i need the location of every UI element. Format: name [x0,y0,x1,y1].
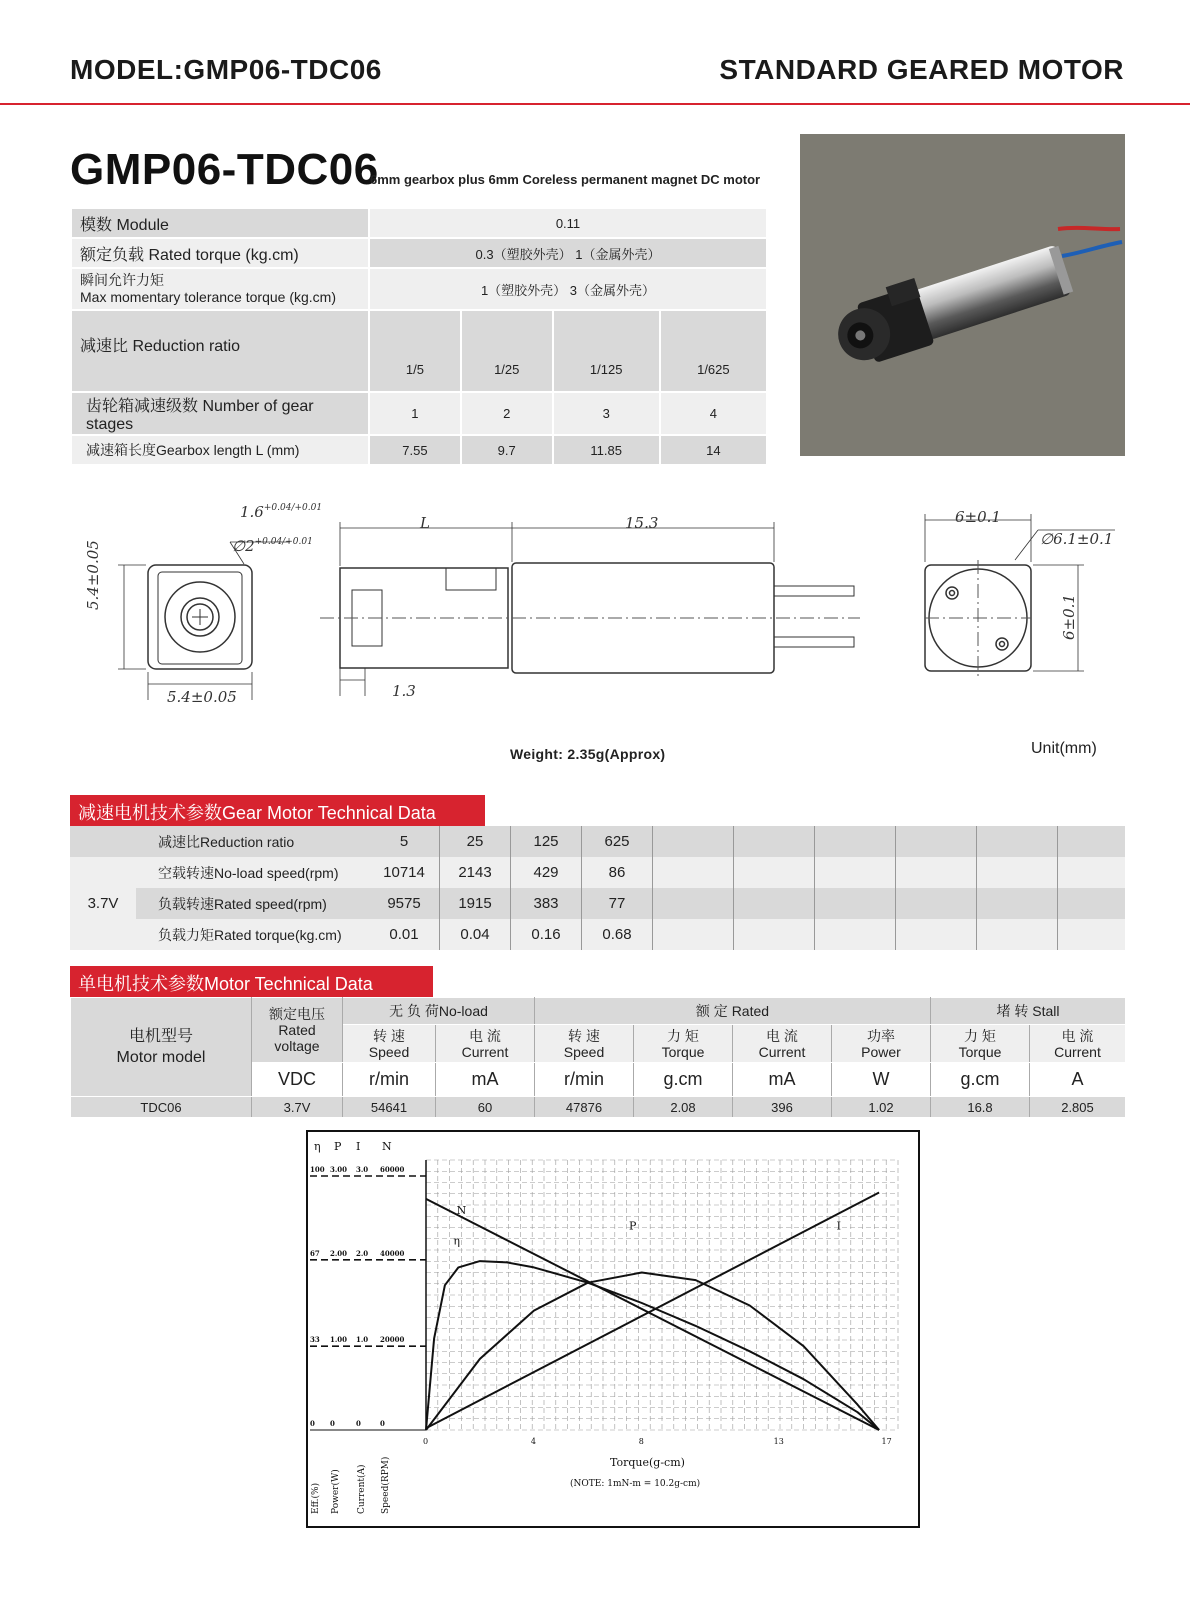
gear-cell: 0.01 [369,919,440,950]
gear-cell-empty [734,919,815,950]
dim-shaft-flat-tol: +0.04/+0.01 [263,503,323,513]
sub-header [1030,1025,1126,1063]
sub-header-en: Speed [368,1043,410,1060]
sub-header [436,1025,535,1063]
gear-row-noload-speed [70,857,1125,888]
header-divider [0,103,1190,105]
gear-cell: 0.16 [511,919,582,950]
spec-row-length [71,435,767,465]
rated-voltage-header [252,998,343,1063]
gear-cell: 77 [582,888,653,919]
unit-cell: g.cm [634,1063,733,1097]
gear-cell: 625 [582,826,653,857]
sub-header [832,1025,931,1063]
motor-model-header-en: Motor model [116,1049,206,1066]
stages-value: 2 [461,392,553,435]
x-tick-label: 13 [773,1437,784,1446]
sub-header-en: Torque [661,1043,705,1060]
dim-motor-length: 15.3 [625,514,659,532]
spec-row-max-torque [71,268,767,310]
gear-cell-empty [734,888,815,919]
rated-voltage-header-line: Rated [278,1022,316,1038]
gear-row-ratio [70,826,1125,857]
motor-model-header-cn: 电机型号 [128,1028,193,1045]
x-tick-label: 0 [423,1437,429,1446]
unit-cell: W [832,1063,931,1097]
dim-flange: 1.3 [392,682,416,700]
module-label: 模数 Module [71,208,369,238]
gear-row-label: 负载转速Rated speed(rpm) [158,895,327,912]
length-value: 9.7 [461,435,553,465]
gear-row-rated-speed [70,888,1125,919]
gear-cell-empty [896,888,977,919]
series-label: N [456,1204,467,1218]
length-value: 11.85 [553,435,660,465]
motor-cell: 396 [733,1097,832,1118]
gear-voltage: 3.7V [87,895,119,912]
x-tick-label: 4 [530,1437,536,1446]
unit-cell: g.cm [931,1063,1030,1097]
sub-header [634,1025,733,1063]
y-tick-label: 33 [310,1335,320,1345]
gear-cell-empty [653,857,734,888]
motor-model-header [71,998,252,1097]
y-tick-label: 0 [356,1419,361,1428]
sub-header-en: Current [758,1043,806,1060]
y-tick-label: 1.00 [330,1335,348,1345]
y-tick-label: 0 [310,1419,315,1428]
y-tick-label: 40000 [380,1248,405,1258]
gear-cell: 429 [511,857,582,888]
dim-motor-diameter: ∅6.1±0.1 [1040,530,1114,548]
max-torque-value: 1（塑胶外壳） 3（金属外壳） [369,268,767,310]
gear-cell: 5 [369,826,440,857]
ratio-value: 1/125 [553,310,660,392]
product-title: GMP06-TDC06 [70,145,379,194]
motor-cell: 54641 [343,1097,436,1118]
motor-cell: 3.7V [252,1097,343,1118]
dim-shaft-flat [240,503,322,521]
gear-cell: 125 [511,826,582,857]
gear-row-label: 减速比Reduction ratio [158,833,295,850]
dim-gearbox-height: 5.4±0.05 [84,540,102,610]
dim-shaft-diameter [232,537,313,555]
rated-torque-label: 额定负载 Rated torque (kg.cm) [71,238,369,268]
geared-motor-image [800,134,1125,456]
spec-row-stages [71,392,767,435]
series-label: η [453,1234,460,1248]
sub-header-en: Torque [958,1043,1002,1060]
gear-cell-empty [815,888,896,919]
sub-header-cn: 电 流 [1061,1027,1094,1044]
rated-voltage-header-line: 额定电压 [269,1006,325,1022]
sub-header [343,1025,436,1063]
series-label: I [836,1219,841,1233]
gear-cell-empty [1058,857,1126,888]
series-label: P [628,1219,637,1233]
motor-cell: 2.08 [634,1097,733,1118]
gear-cell-empty [977,857,1058,888]
model-header: MODEL:GMP06-TDC06 [70,54,382,85]
module-value: 0.11 [369,208,767,238]
max-torque-label [71,268,369,310]
stages-value: 1 [369,392,461,435]
gear-data-title: 减速电机技术参数Gear Motor Technical Data [70,795,485,827]
gear-cell-empty [653,826,734,857]
gear-cell-empty [977,888,1058,919]
sub-header-cn: 转 速 [568,1027,600,1044]
gear-cell: 0.68 [582,919,653,950]
stages-value: 4 [660,392,767,435]
unit-cell: mA [733,1063,832,1097]
length-value: 14 [660,435,767,465]
gear-cell-empty [815,826,896,857]
x-tick-label: 17 [881,1437,892,1446]
gear-cell-empty [653,919,734,950]
gear-cell-empty [815,857,896,888]
length-label: 减速箱长度Gearbox length L (mm) [71,435,369,465]
gear-row-rated-torque [70,919,1125,950]
gear-data-table [70,826,1125,950]
y-axis-label: Power(W) [331,1469,341,1514]
stages-value: 3 [553,392,660,435]
gear-row-label: 负载力矩Rated torque(kg.cm) [158,926,342,943]
spec-table [70,207,768,466]
motor-cell: TDC06 [71,1097,252,1118]
ratio-value: 1/5 [369,310,461,392]
dim-gearbox-length: L [420,514,430,532]
unit-cell: A [1030,1063,1126,1097]
y-tick-label: 0 [380,1419,385,1428]
y-tick-label: 100 [310,1165,325,1174]
sub-header-cn: 电 流 [469,1027,501,1044]
dim-shaft-diameter-value: ∅2 [232,537,255,555]
gear-cell: 9575 [369,888,440,919]
unit-cell: r/min [535,1063,634,1097]
gear-cell-empty [1058,919,1126,950]
unit-note: Unit(mm) [1031,740,1097,757]
spec-row-rated-torque [71,238,767,268]
y-tick-label: 0 [330,1419,335,1428]
chart-header-label: η [314,1140,321,1153]
gear-cell-empty [734,857,815,888]
sub-header-cn: 力 矩 [964,1027,996,1044]
unit-cell: VDC [252,1063,343,1097]
ratio-label: 减速比 Reduction ratio [71,310,369,392]
gear-cell-empty [977,919,1058,950]
gear-cell: 25 [440,826,511,857]
sub-header-en: Speed [563,1043,605,1060]
gear-cell-empty [815,919,896,950]
y-axis-label: Eff.(%) [311,1482,321,1514]
unit-cell: mA [436,1063,535,1097]
dim-rear-width: 6±0.1 [955,508,1001,526]
motor-type-header: STANDARD GEARED MOTOR [719,54,1124,85]
stall-group-header: 堵 转 Stall [931,998,1126,1025]
gear-cell-empty [1058,888,1126,919]
chart-header-label: I [356,1140,361,1153]
y-tick-label: 2.0 [356,1248,369,1258]
dim-shaft-diameter-tol: +0.04/+0.01 [254,537,313,547]
dim-rear-height: 6±0.1 [1060,594,1078,640]
sub-header [733,1025,832,1063]
unit-cell: r/min [343,1063,436,1097]
gear-cell-empty [896,826,977,857]
sub-header-cn: 功率 [867,1027,895,1044]
max-torque-label-en: Max momentary tolerance torque (kg.cm) [80,289,336,305]
length-value: 7.55 [369,435,461,465]
sub-header-en: Power [861,1043,901,1060]
y-tick-label: 3.00 [330,1165,348,1174]
gear-cell: 0.04 [440,919,511,950]
product-subtitle: 6mm gearbox plus 6mm Coreless permanent magnet DC motor [370,172,761,187]
noload-group-header: 无 负 荷No-load [343,998,535,1025]
max-torque-label-cn: 瞬间允许力矩 [80,272,164,288]
motor-cell: 2.805 [1030,1097,1126,1118]
sub-header-en: Current [1054,1043,1101,1060]
gear-cell-empty [653,888,734,919]
motor-cell: 1.02 [832,1097,931,1118]
y-tick-label: 67 [310,1248,320,1258]
y-tick-label: 20000 [380,1335,405,1345]
ratio-value: 1/625 [660,310,767,392]
chart-header-label: N [382,1140,392,1153]
y-tick-label: 3.0 [356,1165,369,1174]
motor-data-row [71,1097,1126,1118]
gear-row-label: 空载转速No-load speed(rpm) [158,864,339,881]
motor-cell: 60 [436,1097,535,1118]
ratio-value: 1/25 [461,310,553,392]
x-axis-label: Torque(g-cm) [610,1456,685,1469]
motor-cell: 47876 [535,1097,634,1118]
gear-cell: 1915 [440,888,511,919]
gear-cell: 86 [582,857,653,888]
dim-gearbox-width: 5.4±0.05 [167,688,237,706]
y-tick-label: 60000 [380,1165,405,1174]
y-axis-label: Current(A) [357,1464,367,1514]
rated-voltage-header-line: voltage [274,1038,320,1054]
spec-row-ratio [71,310,767,392]
sub-header [931,1025,1030,1063]
chart-header-label: P [334,1140,342,1153]
gear-cell: 2143 [440,857,511,888]
y-tick-label: 1.0 [356,1335,369,1345]
sub-header [535,1025,634,1063]
gear-cell-empty [977,826,1058,857]
gear-cell: 10714 [369,857,440,888]
x-tick-label: 8 [638,1437,644,1446]
motor-data-title: 单电机技术参数Motor Technical Data [70,966,433,997]
motor-cell: 16.8 [931,1097,1030,1118]
motor-data-table [70,997,1125,1118]
y-axis-label: Speed(RPM) [381,1456,391,1514]
gear-cell-empty [1058,826,1126,857]
spec-row-module [71,208,767,238]
sub-header-cn: 力 矩 [667,1027,699,1044]
product-photo [800,134,1125,456]
rated-group-header: 额 定 Rated [535,998,931,1025]
performance-chart [306,1130,920,1528]
stages-label: 齿轮箱减速级数 Number of gear stages [71,392,369,435]
rated-torque-value: 0.3（塑胶外壳） 1（金属外壳） [369,238,767,268]
motor-header-row-1 [71,998,1126,1025]
sub-header-en: Current [461,1043,509,1060]
sub-header-cn: 电 流 [766,1027,798,1044]
dim-shaft-flat-value: 1.6 [240,503,264,521]
weight-note: Weight: 2.35g(Approx) [510,746,666,762]
gear-cell-empty [734,826,815,857]
gear-cell-empty [896,919,977,950]
gear-cell: 383 [511,888,582,919]
y-tick-label: 2.00 [330,1248,348,1258]
gear-cell-empty [896,857,977,888]
sub-header-cn: 转 速 [373,1027,405,1044]
chart-note: (NOTE: 1mN-m = 10.2g-cm) [570,1479,701,1489]
